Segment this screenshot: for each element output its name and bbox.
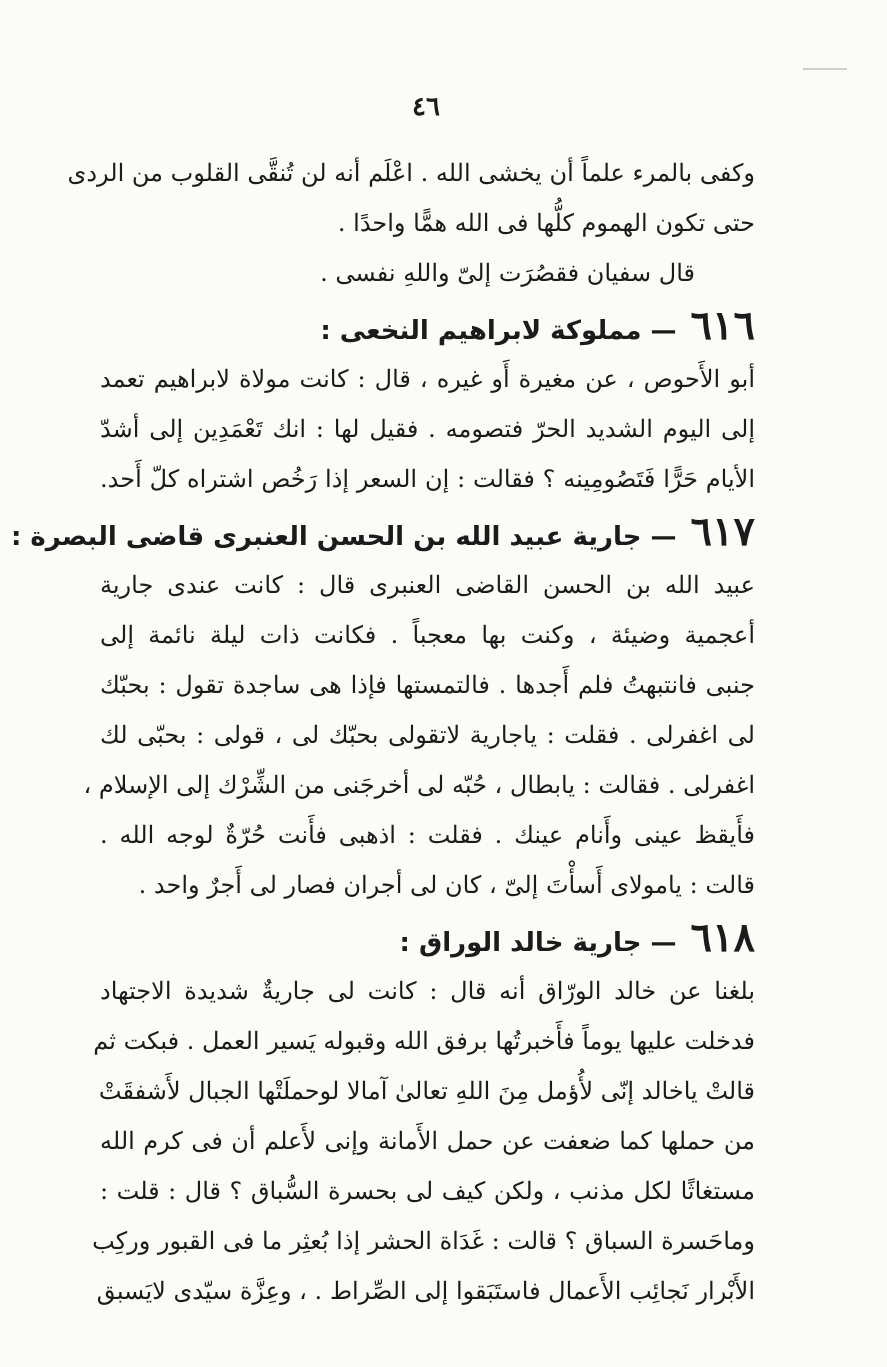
section-heading-616 bbox=[100, 298, 755, 354]
text-line: قالت : يامولاى أَسأْتَ إلىّ ، كان لى أجران فصار لى أَجرٌ واحد . bbox=[138, 871, 755, 899]
text-line: قالتْ ياخالد إنّى لأُؤمل مِنَ اللهِ تعالىٰ آمالا لوحملَتْها الجبال لأَشفقَتْ bbox=[98, 1077, 755, 1105]
text-line: لى اغفرلى . فقلت : ياجارية لاتقولى بحبّك لى ، قولى : بحبّى لك bbox=[100, 721, 755, 749]
text-line: مستغاثًا لكل مذنب ، ولكن كيف لى بحسرة السُّباق ؟ قال : قلت : bbox=[100, 1177, 755, 1205]
text-line: عبيد الله بن الحسن القاضى العنبرى قال : كانت عندى جارية bbox=[100, 571, 755, 599]
section-title: — جارية خالد الوراق : bbox=[399, 928, 677, 958]
scan-mark bbox=[803, 68, 847, 70]
page-number: ٤٦ bbox=[412, 92, 440, 122]
section-number: ٦١٧ bbox=[690, 508, 755, 555]
section-title: — جارية عبيد الله بن الحسن العنبرى قاضى البصرة : bbox=[10, 522, 677, 552]
section-heading-618 bbox=[100, 910, 755, 966]
body-text bbox=[10, 148, 756, 1316]
section-number: ٦١٨ bbox=[690, 914, 755, 961]
section-number: ٦١٦ bbox=[690, 302, 755, 349]
text-line: فأَيقظ عينى وأَنام عينك . فقلت : اذهبى فأَنت حُرّةٌ لوجه الله . bbox=[100, 821, 755, 849]
text-line: بلغنا عن خالد الورّاق أنه قال : كانت لى جاريةٌ شديدة الاجتهاد bbox=[100, 977, 755, 1005]
text-line: إلى اليوم الشديد الحرّ فتصومه . فقيل لها : انك تَعْمَدِين إلى أشدّ bbox=[100, 415, 755, 443]
text-line: وكفى بالمرء علماً أن يخشى الله . اعْلَم أنه لن تُنقَّى القلوب من الردى bbox=[67, 159, 755, 187]
text-line: حتى تكون الهموم كلُّها فى الله همًّا واحدًا . bbox=[337, 209, 755, 237]
section-heading-617 bbox=[10, 504, 755, 560]
text-line: أبو الأَحوص ، عن مغيرة أَو غيره ، قال : كانت مولاة لابراهيم تعمد bbox=[100, 365, 756, 393]
text-line: أعجمية وضيئة ، وكنت بها معجباً . فكانت ذات ليلة نائمة إلى bbox=[100, 621, 755, 649]
text-line: الأيام حَرًّا فَتَصُومِينه ؟ فقالت : إن السعر إذا رَخُص اشتراه كلّ أَحد. bbox=[100, 465, 755, 493]
text-line: وماحَسرة السباق ؟ قالت : غَدَاة الحشر إذا بُعثِر ما فى القبور وركِب bbox=[92, 1227, 755, 1255]
text-line: فدخلت عليها يوماً فأَخبرتُها برفق الله وقبوله يَسير العمل . فبكت ثم bbox=[93, 1027, 755, 1055]
text-line: الأَبْرار نَجائِب الأَعمال فاستَبَقوا إلى الصِّراط . ، وعِزَّة سيّدى لايَسبق bbox=[96, 1277, 755, 1305]
text-line: اغفرلى . فقالت : يابطال ، حُبّه لى أخرجَنى من الشِّرْك إلى الإسلام ، bbox=[83, 771, 755, 799]
section-title: — مملوكة لابراهيم النخعى : bbox=[320, 316, 677, 346]
text-line: من حملها كما ضعفت عن حمل الأَمانة وإنى لأَعلم أن فى كرم الله bbox=[100, 1127, 755, 1155]
text-line: جنبى فانتبهتُ فلم أَجدها . فالتمستها فإذا هى ساجدة تقول : بحبّك bbox=[100, 671, 755, 699]
text-line: قال سفيان فقصُرَت إلىّ واللهِ نفسى . bbox=[320, 259, 695, 287]
